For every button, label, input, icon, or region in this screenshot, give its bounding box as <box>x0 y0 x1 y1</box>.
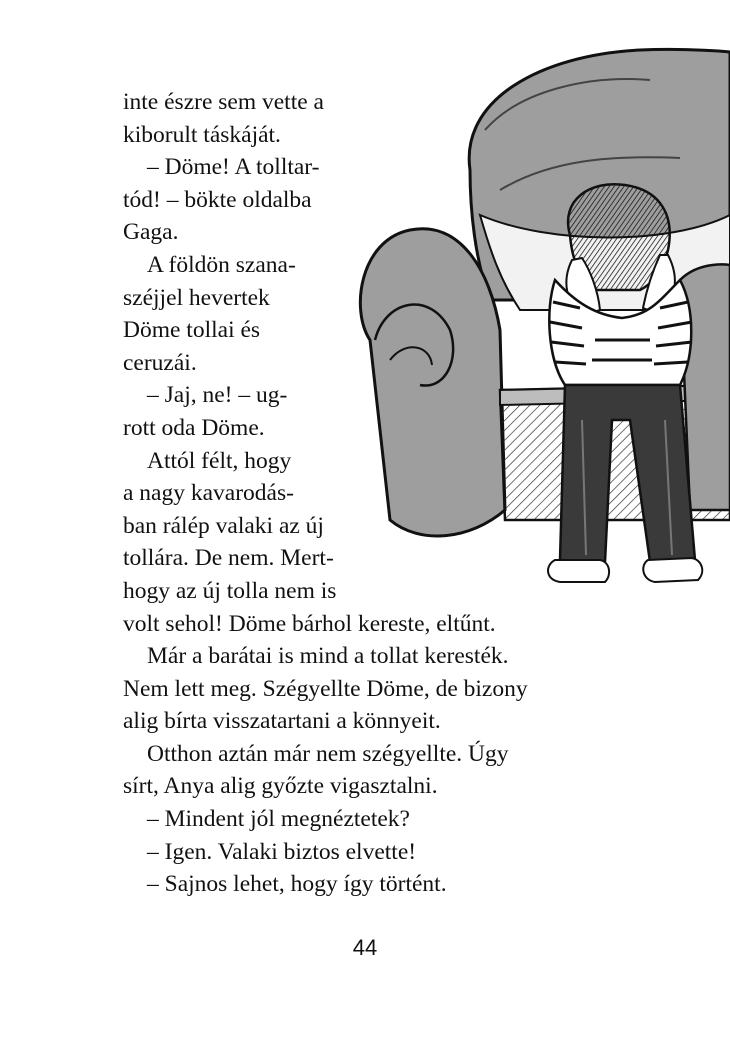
text-line: tód! – bökte oldalba <box>123 186 312 213</box>
text-line: – Mindent jól megnéztetek? <box>147 806 410 833</box>
text-line: alig bírta visszatartani a könnyeit. <box>123 708 441 735</box>
text-line: ban rálép valaki az új <box>123 512 324 539</box>
story-text <box>123 86 623 901</box>
text-line: széjjel hevertek <box>123 284 270 311</box>
text-line: – Igen. Valaki biztos elvette! <box>147 838 417 865</box>
text-line: Gaga. <box>123 219 179 246</box>
text-line: rott oda Döme. <box>123 414 265 441</box>
text-line: hogy az új tolla nem is <box>123 577 337 604</box>
text-line: Otthon aztán már nem szégyellte. Úgy <box>147 740 509 767</box>
text-line: – Jaj, ne! – ug- <box>147 382 288 409</box>
text-line: sírt, Anya alig győzte vigasztalni. <box>123 773 438 800</box>
text-line: Már a barátai is mind a tollat keresték. <box>147 643 509 670</box>
page-number: 44 <box>352 935 378 960</box>
text-line: Döme tollai és <box>123 317 261 344</box>
text-line: kiborult táskáját. <box>123 121 281 148</box>
text-line: Nem lett meg. Szégyellte Döme, de bizony <box>123 675 528 702</box>
text-line: Attól félt, hogy <box>147 447 292 474</box>
text-line: a nagy kavarodás- <box>123 480 294 507</box>
text-line: – Sajnos lehet, hogy így történt. <box>147 871 447 898</box>
text-line: – Döme! A tolltar- <box>147 154 320 181</box>
text-line: A földön szana- <box>147 251 296 278</box>
text-line: inte észre sem vette a <box>123 89 324 115</box>
text-line: volt sehol! Döme bárhol kereste, eltűnt. <box>123 610 496 637</box>
text-line: ceruzái. <box>123 349 197 376</box>
text-line: tollára. De nem. Mert- <box>123 545 334 572</box>
